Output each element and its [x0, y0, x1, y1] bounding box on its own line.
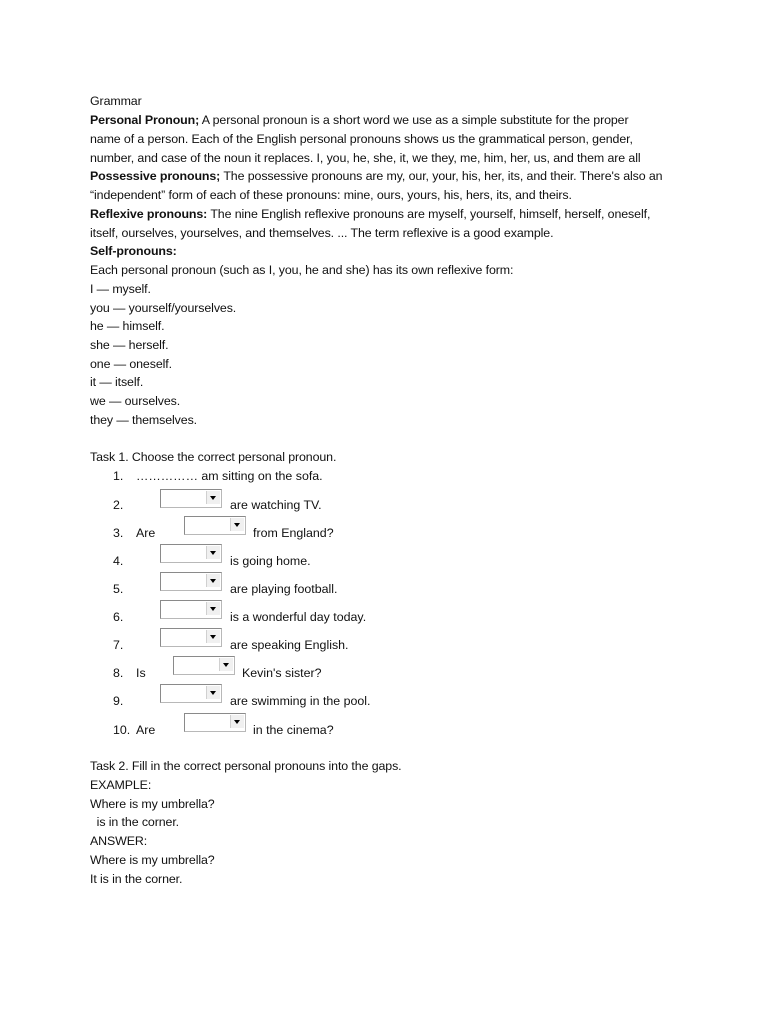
possessive-paragraph — [90, 167, 662, 186]
personal-pronoun-label: Personal Pronoun; — [90, 113, 200, 127]
task1-title: Task 1. Choose the correct personal pronoun. — [90, 450, 337, 464]
reflexive-form: it — itself. — [90, 375, 144, 389]
task1-item-text: is a wonderful day today. — [230, 610, 367, 624]
reflexive-form: you — yourself/yourselves. — [90, 301, 237, 315]
answer-text: It is in the corner. — [90, 872, 183, 886]
task1-item-text: is going home. — [230, 554, 311, 568]
dropdown-arrow-icon[interactable] — [206, 491, 220, 504]
pronoun-dropdown[interactable] — [160, 628, 222, 647]
pronoun-dropdown[interactable] — [160, 572, 222, 591]
pronoun-dropdown[interactable] — [160, 489, 222, 508]
self-pronouns-label: Self-pronouns: — [90, 244, 177, 258]
reflexive-form: they — themselves. — [90, 413, 198, 427]
pronoun-dropdown[interactable] — [173, 656, 235, 675]
pronoun-dropdown[interactable] — [184, 516, 246, 535]
task1-item-number: 6. — [113, 610, 124, 624]
possessive-label: Possessive pronouns; — [90, 169, 221, 183]
reflexive-form: we — ourselves. — [90, 394, 181, 408]
example-label: EXAMPLE: — [90, 778, 152, 792]
dropdown-arrow-icon[interactable] — [206, 574, 220, 587]
reflexive-line-1: The nine English reflexive pronouns are myself, yourself, himself, herself, oneself, — [207, 207, 651, 221]
reflexive-form: he — himself. — [90, 319, 165, 333]
possessive-line-2: “independent” form of each of these pronouns: mine, ours, yours, his, hers, its, and theirs. — [90, 188, 572, 202]
personal-line-2: name of a person. Each of the English personal pronouns shows us the grammatical person, gender, — [90, 132, 633, 146]
task1-item-text: in the cinema? — [253, 723, 334, 737]
reflexive-form: she — herself. — [90, 338, 169, 352]
pronoun-dropdown[interactable] — [160, 600, 222, 619]
pronoun-dropdown[interactable] — [160, 684, 222, 703]
personal-line-3: number, and case of the noun it replaces. I, you, he, she, it, we they, me, him, her, us, and them are all — [90, 151, 641, 165]
task1-item-number: 7. — [113, 638, 124, 652]
example-question: Where is my umbrella? — [90, 797, 215, 811]
task1-item-number: 4. — [113, 554, 124, 568]
task1-item-number: 1. — [113, 469, 124, 483]
grammar-heading: Grammar — [90, 94, 142, 108]
dropdown-arrow-icon[interactable] — [206, 686, 220, 699]
task1-item-prefix: Are — [136, 723, 156, 737]
personal-pronoun-paragraph — [90, 111, 629, 130]
task1-item-number: 3. — [113, 526, 124, 540]
dropdown-arrow-icon[interactable] — [206, 546, 220, 559]
reflexive-paragraph — [90, 205, 650, 224]
possessive-line-1: The possessive pronouns are my, our, your, his, her, its, and their. There's also an — [220, 169, 663, 183]
example-answer-gap: is in the corner. — [90, 815, 180, 829]
task1-item-number: 8. — [113, 666, 124, 680]
reflexive-line-2: itself, ourselves, yourselves, and themselves. ... The term reflexive is a good example. — [90, 226, 554, 240]
pronoun-dropdown[interactable] — [184, 713, 246, 732]
pronoun-dropdown[interactable] — [160, 544, 222, 563]
dropdown-arrow-icon[interactable] — [206, 630, 220, 643]
task1-item-text: are swimming in the pool. — [230, 694, 371, 708]
task1-item-text: Kevin's sister? — [242, 666, 322, 680]
reflexive-form: one — oneself. — [90, 357, 172, 371]
reflexive-label: Reflexive pronouns: — [90, 207, 208, 221]
personal-line-1: A personal pronoun is a short word we use as a simple substitute for the proper — [199, 113, 629, 127]
task1-item-prefix: Is — [136, 666, 146, 680]
answer-question: Where is my umbrella? — [90, 853, 215, 867]
task1-item-text: are speaking English. — [230, 638, 349, 652]
dropdown-arrow-icon[interactable] — [230, 715, 244, 728]
task1-item-number: 10. — [113, 723, 131, 737]
task1-item-text: are playing football. — [230, 582, 338, 596]
task1-item-text: …………… am sitting on the sofa. — [136, 469, 323, 483]
dropdown-arrow-icon[interactable] — [206, 602, 220, 615]
task1-item-number: 9. — [113, 694, 124, 708]
task1-item-text: are watching TV. — [230, 498, 322, 512]
task1-item-text: from England? — [253, 526, 334, 540]
task2-title: Task 2. Fill in the correct personal pronouns into the gaps. — [90, 759, 402, 773]
task1-item-number: 2. — [113, 498, 124, 512]
dropdown-arrow-icon[interactable] — [230, 518, 244, 531]
answer-label: ANSWER: — [90, 834, 148, 848]
task1-item-number: 5. — [113, 582, 124, 596]
dropdown-arrow-icon[interactable] — [219, 658, 233, 671]
self-pronouns-intro: Each personal pronoun (such as I, you, he and she) has its own reflexive form: — [90, 263, 514, 277]
reflexive-form: I — myself. — [90, 282, 151, 296]
task1-item-prefix: Are — [136, 526, 156, 540]
